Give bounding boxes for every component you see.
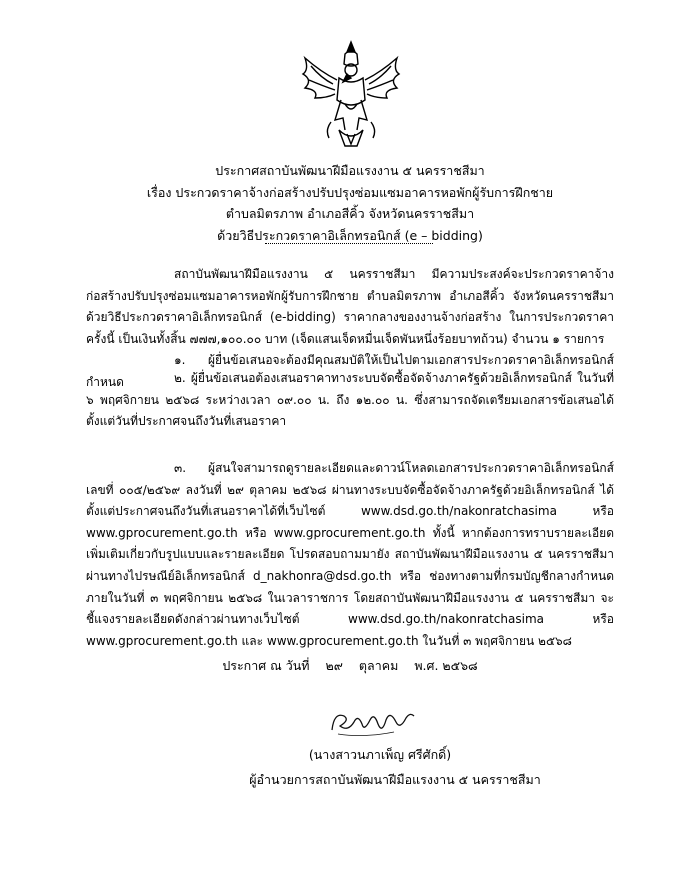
- signer-block: [0, 742, 700, 792]
- body-item-2: [86, 368, 614, 433]
- signature-icon: [324, 702, 424, 742]
- announcement-heading: [0, 160, 700, 246]
- body-item-3: [86, 458, 614, 652]
- announce-prefix: ประกาศ ณ วันที่: [222, 658, 310, 673]
- item-3: ๓. ผู้สนใจสามารถดูรายละเอียดและดาวน์โหลดเอกสารประกวดราคาอิเล็กทรอนิกส์เลขที่ ๐๐๕/๒๕๖๙ ลงวันที่ ๒๙ ตุลาคม ๒๕๖๘ ผ่านทางระบบจัดซื้อจัดจ้างภาครัฐด้วยอิเล็กทรอนิกส์ ได้ตั้งแต่ประกาศจนถึงวันที่เสนอราคาได้ที่เว็บไซต์ www.dsd.go.th/nakonratchasima หรือ www.gprocurement.go.th หรือ www.gprocurement.go.th ทั้งนี้ หากต้องการทราบรายละเอียดเพิ่มเติมเกี่ยวกับรูปแบบและรายละเอียด โปรดสอบถามมายัง สถาบันพัฒนาฝีมือแรงงาน ๕ นครราชสีมา ผ่านทางไปรษณีย์อิเล็กทรอนิกส์ d_nakhonra@dsd.go.th หรือ ช่องทางตามที่กรมบัญชีกลางกำหนด ภายในวันที่ ๓ พฤศจิกายน ๒๕๖๘ ในเวลาราชการ โดยสถาบันพัฒนาฝีมือแรงงาน ๕ นครราชสีมา จะชี้แจงรายละเอียดดังกล่าวผ่านทางเว็บไซต์ www.dsd.go.th/nakonratchasima หรือ www.gprocurement.go.th และ www.gprocurement.go.th ในวันที่ ๓ พฤศจิกายน ๒๕๖๘: [86, 461, 614, 648]
- announce-day: ๒๙: [325, 658, 343, 673]
- heading-agency: ประกาศสถาบันพัฒนาฝีมือแรงงาน ๕ นครราชสีมา: [215, 163, 485, 178]
- heading-subject: เรื่อง ประกวดราคาจ้างก่อสร้างปรับปรุงซ่อมแซมอาคารหอพักผู้รับการฝึกชาย: [146, 184, 554, 200]
- announce-date: [0, 656, 700, 676]
- announce-month: ตุลาคม: [358, 658, 399, 673]
- item-1: ๑. ผู้ยื่นข้อเสนอจะต้องมีคุณสมบัติให้เป็นไปตามเอกสารประกวดราคาอิเล็กทรอนิกส์กำหนด: [86, 353, 614, 389]
- garuda-emblem-icon: [295, 38, 407, 150]
- dotted-separator: [265, 242, 433, 244]
- item-2: ๒. ผู้ยื่นข้อเสนอต้องเสนอราคาทางระบบจัดซื้อจัดจ้างภาครัฐด้วยอิเล็กทรอนิกส์ ในวันที่ ๖ พฤศจิกายน ๒๕๖๘ ระหว่างเวลา ๐๙.๐๐ น. ถึง ๑๒.๐๐ น. ซึ่งสามารถจัดเตรียมเอกสารข้อเสนอได้ตั้งแต่วันที่ประกาศจนถึงวันที่เสนอราคา: [86, 371, 614, 429]
- announce-year: พ.ศ. ๒๕๖๘: [414, 658, 478, 673]
- signer-position: ผู้อำนวยการสถาบันพัฒนาฝีมือแรงงาน ๕ นครราชสีมา: [249, 772, 541, 787]
- heading-location: ตำบลมิตรภาพ อำเภอสีคิ้ว จังหวัดนครราชสีมา: [225, 206, 475, 221]
- intro-paragraph: สถาบันพัฒนาฝีมือแรงงาน ๕ นครราชสีมา มีความประสงค์จะประกวดราคาจ้างก่อสร้างปรับปรุงซ่อมแซมอาคารหอพักผู้รับการฝึกชาย ตำบลมิตรภาพ อำเภอสีคิ้ว จังหวัดนครราชสีมา ด้วยวิธีประกวดราคาอิเล็กทรอนิกส์ (e-bidding) ราคากลางของงานจ้างก่อสร้าง ในการประกวดราคาครั้งนี้ เป็นเงินทั้งสิ้น ๗๗๗,๑๐๐.๐๐ บาท (เจ็ดแสนเจ็ดหมื่นเจ็ดพันหนึ่งร้อยบาทถ้วน) จำนวน ๑ รายการ: [86, 267, 614, 346]
- heading-method: ด้วยวิธีประกวดราคาอิเล็กทรอนิกส์ (e – bidding): [217, 227, 483, 243]
- signer-name: (นางสาวนภาเพ็ญ ศรีศักดิ์): [308, 747, 452, 762]
